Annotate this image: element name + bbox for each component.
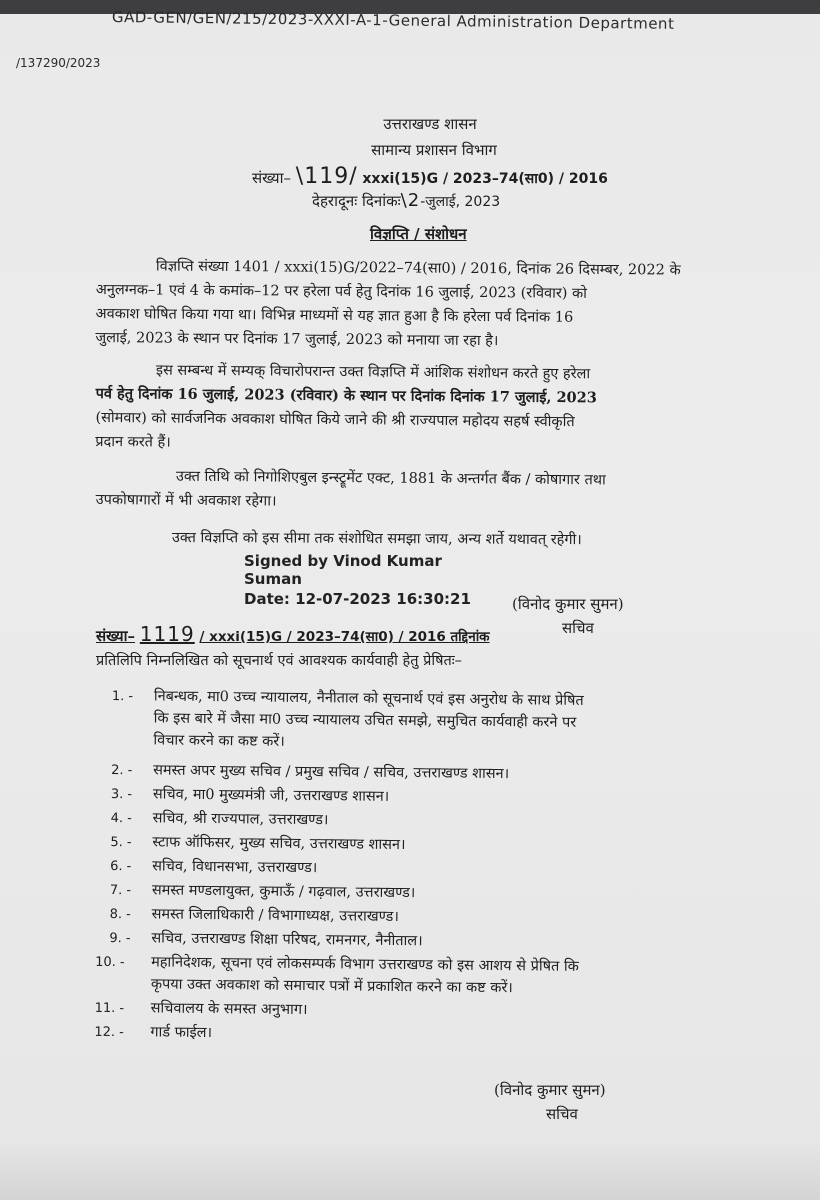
list-item — [110, 880, 416, 904]
footer-signatory-designation: सचिव — [546, 1105, 578, 1123]
digital-signature-line-2: Suman — [244, 570, 302, 588]
list-item — [110, 832, 405, 856]
department-title: सामान्य प्रशासन विभाग — [371, 141, 497, 159]
list-item-number: 1. - — [111, 688, 134, 705]
place-date — [312, 190, 500, 211]
list-item-continuation: कृपया उक्त अवकाश को समाचार पत्रों में प्रकाशित करने का कष्ट करें। — [150, 976, 513, 997]
list-item-continuation: विचार करने का कष्ट करें। — [153, 732, 285, 750]
list-item-text: सचिव, उत्तराखण्ड शिक्षा परिषद, रामनगर, नैनीताल। — [151, 930, 423, 950]
list-item — [111, 784, 390, 808]
list-item-number: 8. - — [109, 906, 131, 923]
copy-intro: प्रतिलिपि निम्नलिखित को सूचनार्थ एवं आवश्यक कार्यवाही हेतु प्रेषितः– — [96, 653, 462, 669]
list-item-number: 10. - — [95, 954, 125, 971]
list-item-text: समस्त अपर मुख्य सचिव / प्रमुख सचिव / सचिव, उत्तराखण्ड शासन। — [153, 762, 510, 783]
paragraph-2-line: पर्व हेतु दिनांक 16 जुलाई, 2023 (रविवार) के स्थान पर दिनांक दिनांक 17 जुलाई, 2023 — [95, 384, 597, 407]
list-item-number: 7. - — [109, 882, 132, 899]
list-item — [95, 998, 308, 1021]
file-number: /137290/2023 — [16, 56, 101, 70]
list-item — [111, 808, 329, 831]
list-item-text: निबन्धक, मा0 उच्च न्यायालय, नैनीताल को सूचनार्थ एवं इस अनुरोध के साथ प्रेषित — [153, 688, 584, 709]
list-item-text: समस्त जिलाधिकारी / विभागाध्यक्ष, उत्तराखण्ड। — [151, 906, 399, 926]
copy-number-handwritten: 1119 — [139, 622, 195, 646]
list-item — [109, 928, 423, 952]
list-item — [94, 1022, 212, 1044]
paragraph-3 — [96, 466, 796, 522]
paragraph-3-line: उक्त तिथि को निगोशिएबुल इन्स्ट्रूमेंट एक्ट, 1881 के अन्तर्गत बैंक / कोषागार तथा — [175, 468, 606, 489]
list-item-text: सचिव, श्री राज्यपाल, उत्तराखण्ड। — [152, 810, 329, 829]
paragraph-3-line: उपकोषागारों में भी अवकाश रहेगा। — [95, 491, 277, 510]
order-number — [252, 164, 608, 189]
list-item — [109, 904, 398, 928]
signatory-designation: सचिव — [562, 619, 594, 637]
paragraph-2-line: प्रदान करते हैं। — [95, 433, 171, 451]
list-item-text: महानिदेशक, सूचना एवं लोकसम्पर्क विभाग उत्तराखण्ड को इस आशय से प्रेषित कि — [151, 954, 579, 975]
paragraph-2-line: (सोमवार) को सार्वजनिक अवकाश घोषित किये जाने की श्री राज्यपाल महोदय सहर्ष स्वीकृति — [95, 409, 575, 431]
paragraph-1-line: विज्ञप्ति संख्या 1401 / xxxi(15)G/2022–74(सा0) / 2016, दिनांक 26 दिसम्बर, 2022 के — [155, 258, 681, 279]
list-item-number: 12. - — [94, 1024, 124, 1041]
paragraph-1 — [95, 256, 796, 361]
list-item-text: सचिव, विधानसभा, उत्तराखण्ड। — [152, 858, 318, 877]
paragraph-1-line: अनुलग्नक–1 एवं 4 के कमांक–12 पर हरेला पर्व हेतु दिनांक 16 जुलाई, 2023 (रविवार) को — [95, 281, 588, 302]
list-item-text: सचिव, मा0 मुख्यमंत्री जी, उत्तराखण्ड शासन। — [152, 786, 390, 805]
paragraph-1-line: अवकाश घोषित किया गया था। विभिन्न माध्यमों से यह ज्ञात हुआ है कि हरेला पर्व दिनांक 16 — [95, 305, 574, 326]
list-item-number: 2. - — [111, 762, 133, 779]
list-item-number: 6. - — [110, 858, 132, 875]
copy-number-label: संख्या– — [96, 627, 136, 645]
paragraph-1-line: जुलाई, 2023 के स्थान पर दिनांक 17 जुलाई, 2023 को मनाया जा रहा है। — [95, 329, 499, 350]
paragraph-4-line: उक्त विज्ञप्ति को इस सीमा तक संशोधित समझा जाय, अन्य शर्ते यथावत् रहेगी। — [171, 530, 582, 549]
list-item-continuation: कि इस बारे में जैसा मा0 उच्च न्यायालय उचित समझे, समुचित कार्यवाही करने पर — [153, 710, 577, 731]
signatory-name: (विनोद कुमार सुमन) — [512, 595, 624, 613]
header-reference: GAD-GEN/GEN/215/2023-XXXI-A-1-General Administration Department — [111, 8, 675, 33]
list-item-text: गार्ड फाईल। — [150, 1024, 213, 1042]
list-item-text: स्टाफ ऑफिसर, मुख्य सचिव, उत्तराखण्ड शासन। — [152, 834, 406, 854]
list-item — [111, 760, 509, 785]
order-number-handwritten: \119/ — [295, 164, 358, 189]
order-number-rest: xxxi(15)G / 2023–74(सा0) / 2016 — [362, 171, 608, 187]
list-item-number: 3. - — [110, 786, 133, 803]
list-item — [110, 856, 317, 879]
footer-signatory-name: (विनोद कुमार सुमन) — [494, 1081, 606, 1099]
place-date-prefix: देहरादूनः दिनांकः — [312, 192, 401, 210]
subject-heading: विज्ञप्ति / संशोधन — [370, 225, 467, 243]
list-item-text: समस्त मण्डलायुक्त, कुमाऊँ / गढ़वाल, उत्तराखण्ड। — [151, 882, 416, 902]
list-item-number: 9. - — [109, 930, 131, 947]
list-item-number: 4. - — [110, 810, 132, 827]
recipient-list — [94, 686, 752, 1053]
place-date-handwritten: \2 — [400, 190, 421, 211]
paragraph-2-line: इस सम्बन्ध में सम्यक् विचारोपरान्त उक्त विज्ञप्ति में आंशिक संशोधन करते हुए हरेला — [155, 362, 591, 383]
order-number-label: संख्या– — [252, 169, 292, 187]
list-item-number: 11. - — [94, 1000, 125, 1017]
copy-number — [96, 622, 490, 646]
page-shadow — [0, 1140, 820, 1200]
list-item-number: 5. - — [110, 834, 132, 851]
government-title: उत्तराखण्ड शासन — [383, 115, 477, 133]
digital-signature-date: Date: 12-07-2023 16:30:21 — [244, 590, 471, 608]
paragraph-2 — [95, 360, 796, 466]
place-date-suffix: -जुलाई, 2023 — [420, 194, 501, 210]
list-item-text: सचिवालय के समस्त अनुभाग। — [150, 1000, 308, 1019]
copy-number-rest: / xxxi(15)G / 2023–74(सा0) / 2016 तद्दिनांक — [199, 629, 490, 645]
digital-signature-line-1: Signed by Vinod Kumar — [244, 552, 442, 570]
